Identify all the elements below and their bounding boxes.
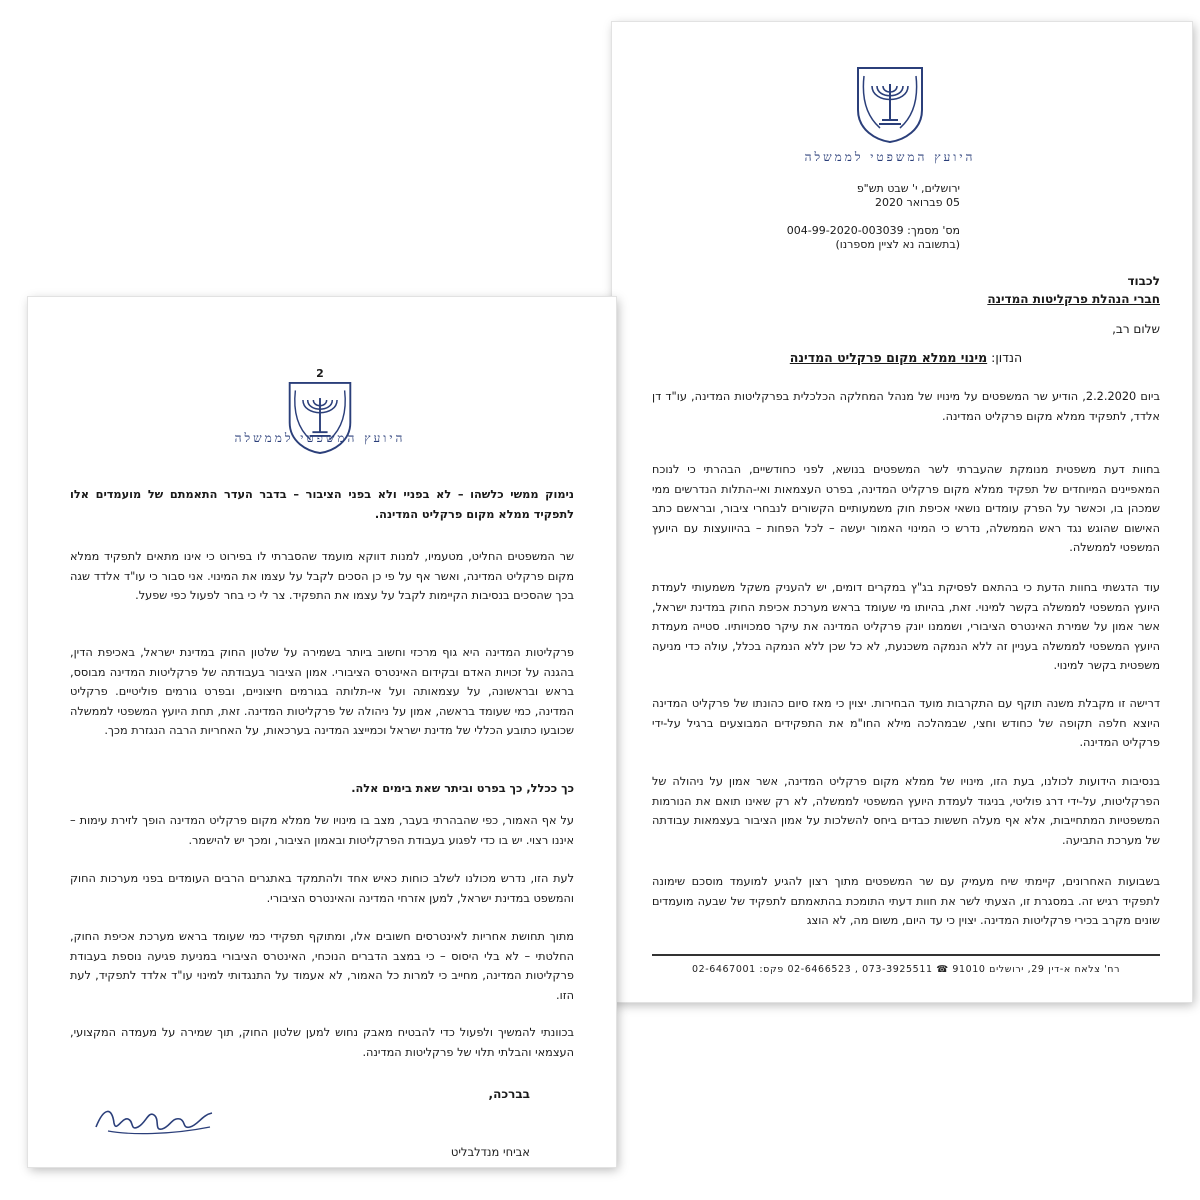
signature-icon xyxy=(90,1097,220,1145)
letter-page-1 xyxy=(612,22,1192,1002)
to-recipients: חברי הנהלת פרקליטות המדינה xyxy=(987,292,1160,306)
office-name: היועץ המשפטי לממשלה xyxy=(234,431,406,445)
paragraph-3: עוד הדגשתי בחוות הדעת כי בהתאם לפסיקת בג"ץ במקרים דומים, יש להעניק משקל משמעותי לעמדת היועץ המשפטי לממשלה בקשר למינוי. זאת, בהיותו מי שעומד בראש מערכת אכיפת החוק במדינת ישראל, אשר אמון על שמירת האינטרס הציבורי, ושממנו יונק פרקליט המדינה את עיקר סמכויותיו. סטייה מעמדת היועץ המשפטי לממשלה בעניין זה ללא הנמקה משכנעת, לא כל שכן ללא הנמקה בכלל, עולה כדי מניעה משפטית בקשר למינוי. xyxy=(652,581,1160,672)
paragraph-2: בחוות דעת משפטית מנומקת שהעברתי לשר המשפטים בנושא, לפני כחודשיים, הבהרתי כי לנוכח המאפיינים המיוחדים של תפקיד ממלא מקום פרקליט המדינה, בפרט העצמאות ואי-התלות הנדרשים ממי שמכהן בו, וכאשר על הפרק עומדים נושאי אכיפת חוק משמעותיים הקשורים לנבחרי ציבור, ובראשם כתב האישום שהוגש נגד ראש הממשלה, נדרש כי המינוי האמור יעשה – לכל הפחות – בהיוועצות עם היועץ המשפטי לממשלה. xyxy=(652,463,1160,554)
recipient-block xyxy=(652,272,1160,308)
doc-number: מס' מסמך: 004-99-2020-003039 xyxy=(786,224,960,237)
paragraph-4: דרישה זו מקבלת משנה תוקף עם התקרבות מועד הבחירות. יצוין כי מאז סיום כהונתו של פרקליט המדינה היוצא חלפה תקופה של כחודש וחצי, שבמהלכה מילא החו"מ את התפקידים המבוצעים ברגיל על-ידי פרקליט המדינה. xyxy=(652,697,1160,749)
paragraph-8: בכוונתי להמשיך ולפעול כדי להבטיח מאבק נחוש למען שלטון החוק, תוך שמירה על מעמדה המקצועי, העצמאי והבלתי תלוי של פרקליטות המדינה. xyxy=(70,1026,574,1059)
reply-note: (בתשובה נא לציין מספרנו) xyxy=(835,238,960,251)
page-number: 2 xyxy=(316,367,324,380)
to-label: לכבוד xyxy=(1127,274,1160,288)
paragraph-5: בנסיבות הידועות לכולנו, בעת הזו, מינויו של ממלא מקום פרקליט המדינה, אשר אמון על ניהולה של הפרקליטות, על-ידי דרג פוליטי, בניגוד לעמדת היועץ המשפטי לממשלה, לא רק שאינו תואם את הנורמות המשפטיות המתחייבות, אלא אף מעלה חששות כבדים ביחס להשלכות על אמון הציבור בעצמאות עבודתה של מערכת התביעה. xyxy=(652,775,1160,847)
letter-page-2 xyxy=(28,297,616,1167)
subject-line xyxy=(652,350,1160,365)
paragraph-4: כך ככלל, כך בפרט וביתר שאת בימים אלה. xyxy=(351,782,574,795)
state-emblem-icon xyxy=(852,64,928,144)
signer-name: אביחי מנדלבליט xyxy=(450,1145,530,1159)
paragraph-6: לעת הזו, נדרש מכולנו לשלב כוחות כאיש אחד ולהתמקד באתגרים הרבים העומדים בפני מערכות החוק והמשפט במדינת ישראל, למען אזרחי המדינה והאינטרס הציבורי. xyxy=(70,872,574,905)
date-gregorian: 05 פברואר 2020 xyxy=(875,196,960,209)
paragraph-2: שר המשפטים החליט, מטעמיו, למנות דווקא מועמד שהסברתי לו בפירוט כי אינו מתאים לתפקיד ממלא מקום פרקליט המדינה, ואשר אף על פי כן הסכים לקבל על עצמו את המינוי. אני סבור כי עו"ד אלדד שגה בכך שהסכים בנסיבות הקיימות לקבל על עצמו את התפקיד. צר לי כי בחר לפעול כפי שפעל. xyxy=(70,550,574,602)
greeting: שלום רב, xyxy=(1112,322,1160,336)
paragraph-6: בשבועות האחרונים, קיימתי שיח מעמיק עם שר המשפטים מתוך רצון להגיע למועמד מוסכם שימונה לתפקיד רגיש זה. במסגרת זו, הצעתי לשר את חוות דעתי התומכת בהתאמתם לתפקיד של שבעה מועמדים שונים מקרב בכירי פרקליטות המדינה. יצוין כי עד היום, משום מה, לא הוצג xyxy=(652,875,1160,927)
letter-meta xyxy=(652,182,960,252)
paragraph-3: פרקליטות המדינה היא גוף מרכזי וחשוב ביותר בשמירה על שלטון החוק במדינת ישראל, באכיפת הדין, בהגנה על זכויות האדם ובקידום האינטרס הציבורי. אמון הציבור בעבודתה של פרקליטות המדינה מבוסס, בראש ובראשונה, על עצמאותה ועל אי-תלותה בגורמים חיצוניים, ובפרט גורמים פוליטיים. פרקליט המדינה, כמי שעומד בראשה, אמון על ניהולה של פרקליטות המדינה. זאת, תחת היועץ המשפטי לממשלה שכובעו כתובע הכללי של מדינת ישראל וכמייצג המדינה בערכאות, על האחריות הרבה הנגזרת מכך. xyxy=(70,646,574,737)
closing: בברכה, xyxy=(488,1087,530,1101)
subject-label: הנדון: xyxy=(991,350,1023,365)
paragraph-7: מתוך תחושת אחריות לאינטרסים חשובים אלו, ומתוקף תפקידי כמי שעומד בראש מערכת אכיפת החוק, החלטתי – לא בלי היסוס – כי במצב הדברים הנוכחי, האינטרס הציבורי במניעת פגיעה נוספת בעבודת פרקליטות המדינה, מחייב כי למרות כל האמור, לא אעמוד על התנגדותי למינוי עו"ד אלדד לתפקיד, לעת הזו. xyxy=(70,930,574,1002)
paragraph-1: ביום 2.2.2020, הודיע שר המשפטים על מינויו של מנהל המחלקה הכלכלית בפרקליטות המדינה, עו"ד דן אלדד, לתפקיד ממלא מקום פרקליט המדינה. xyxy=(652,390,1160,423)
paragraph-1: נימוק ממשי כלשהו – לא בפניי ולא בפני הציבור – בדבר העדר התאמתם של מועמדים אלו לתפקיד ממלא מקום פרקליט המדינה. xyxy=(70,488,574,521)
footer-divider xyxy=(652,954,1160,956)
office-name: היועץ המשפטי לממשלה xyxy=(804,150,976,164)
footer-address: רח' צלאח א-דין 29, ירושלים 91010 ☎ 073-3925511 , 02-6466523 פקס: 02-6467001 xyxy=(691,964,1121,975)
paragraph-5: על אף האמור, כפי שהבהרתי בעבר, מצב בו מינויו של ממלא מקום פרקליט המדינה הופך לזירת עימות – איננו רצוי. יש בו כדי לפגוע בעבודת הפרקליטות ובאמון הציבור, ומכך יש להישמר. xyxy=(70,814,574,847)
date-hebrew: ירושלים, י' שבט תש"פ xyxy=(856,182,960,195)
subject-text: מינוי ממלא מקום פרקליט המדינה xyxy=(789,350,988,365)
